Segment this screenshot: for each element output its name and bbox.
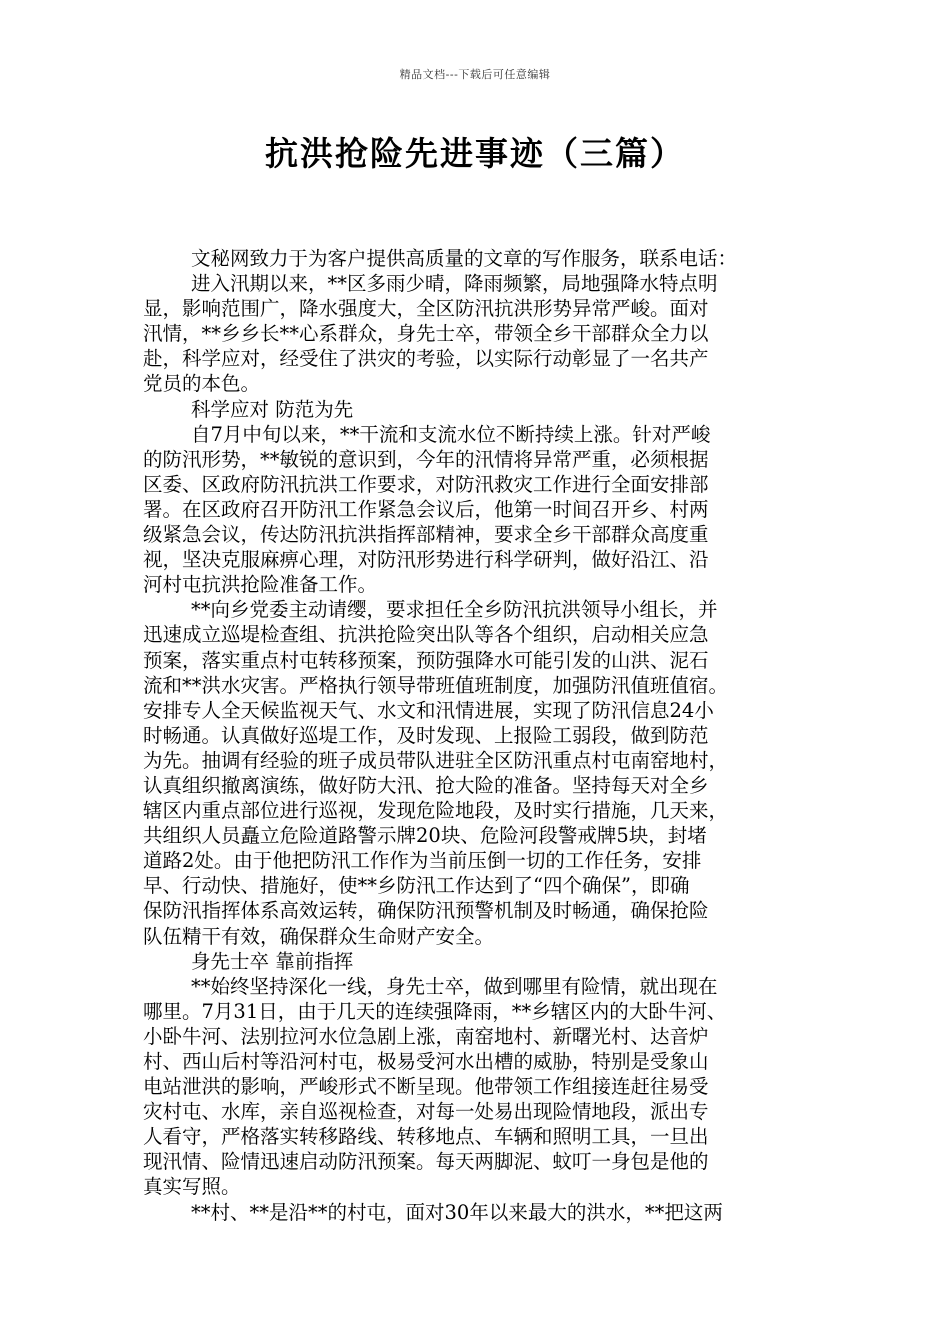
body-text-line: 队伍精干有效，确保群众生命财产安全。 [143, 924, 495, 948]
body-text-line: 河村屯抗洪抢险准备工作。 [143, 573, 378, 597]
body-text-line: 道路2处。由于他把防汛工作作为当前压倒一切的工作任务，安排 [143, 849, 702, 873]
body-text-line: 共组织人员矗立危险道路警示牌20块、危险河段警戒牌5块，封堵 [143, 824, 707, 848]
body-text-line: 流和**洪水灾害。严格执行领导带班值班制度，加强防汛值班值宿。 [143, 673, 729, 697]
body-text-line: **向乡党委主动请缨，要求担任全乡防汛抗洪领导小组长，并 [191, 598, 718, 622]
body-text-line: 人看守，严格落实转移路线、转移地点、车辆和照明工具，一旦出 [143, 1125, 709, 1149]
body-text-line: 安排专人全天候监视天气、水文和汛情进展，实现了防汛信息24小 [143, 698, 714, 722]
body-text-line: 科学应对 防范为先 [191, 397, 354, 421]
body-text-line: **始终坚持深化一线，身先士卒，做到哪里有险情，就出现在 [191, 974, 718, 998]
body-text-line: 级紧急会议，传达防汛抗洪指挥部精神，要求全乡干部群众高度重 [143, 523, 709, 547]
body-text-line: 村、西山后村等沿河村屯，极易受河水出槽的威胁，特别是受象山 [143, 1050, 709, 1073]
body-text-line: 为先。抽调有经验的班子成员带队进驻全区防汛重点村屯南窑地村， [143, 748, 729, 772]
body-text-line: 文秘网致力于为客户提供高质量的文章的写作服务，联系电话： [191, 247, 738, 270]
body-text-line: 汛情，**乡乡长**心系群众，身先士卒，带领全乡干部群众全力以 [143, 322, 709, 346]
body-text-line: 显，影响范围广，降水强度大，全区防汛抗洪形势异常严峻。面对 [143, 297, 709, 321]
body-text-line: 视，坚决克服麻痹心理，对防汛形势进行科学研判，做好沿江、沿 [143, 548, 709, 572]
body-text-line: 署。在区政府召开防汛工作紧急会议后，他第一时间召开乡、村两 [143, 497, 709, 521]
body-text-line: 哪里。7月31日，由于几天的连续强降雨，**乡辖区内的大卧牛河、 [143, 999, 727, 1023]
body-text-line: 预案，落实重点村屯转移预案，预防强降水可能引发的山洪、泥石 [143, 648, 709, 672]
body-text-line: 早、行动快、措施好，使**乡防汛工作达到了“四个确保”，即确 [143, 874, 690, 898]
body-text-line: 小卧牛河、法别拉河水位急剧上涨，南窑地村、新曙光村、达音炉 [143, 1024, 709, 1048]
body-text-line: **村、**是沿**的村屯，面对30年以来最大的洪水，**把这两 [191, 1200, 723, 1224]
page-header-note: 精品文档---下载后可任意编辑 [399, 68, 551, 81]
document-body [143, 246, 809, 1225]
body-text-line: 赴，科学应对，经受住了洪灾的考验，以实际行动彰显了一名共产 [143, 347, 709, 371]
body-text-line: 保防汛指挥体系高效运转，确保防汛预警机制及时畅通，确保抢险 [143, 899, 709, 923]
body-text-line: 时畅通。认真做好巡堤工作，及时发现、上报险工弱段，做到防范 [143, 723, 709, 747]
body-text-line: 迅速成立巡堤检查组、抗洪抢险突出队等各个组织，启动相关应急 [143, 623, 709, 647]
body-text-line: 进入汛期以来，**区多雨少晴，降雨频繁，局地强降水特点明 [191, 272, 718, 296]
body-text-line: 电站泄洪的影响，严峻形式不断呈现。他带领工作组接连赶往易受 [143, 1075, 709, 1099]
document-title: 抗洪抢险先进事迹（三篇） [265, 134, 685, 173]
body-text-line: 真实写照。 [143, 1175, 241, 1199]
body-text-line: 的防汛形势，**敏锐的意识到，今年的汛情将异常严重，必须根据 [143, 447, 709, 471]
body-text-line: 区委、区政府防汛抗洪工作要求，对防汛救灾工作进行全面安排部 [143, 472, 709, 496]
body-text-line: 现汛情、险情迅速启动防汛预案。每天两脚泥、蚊叮一身包是他的 [143, 1150, 709, 1174]
body-text-line: 党员的本色。 [143, 372, 261, 396]
body-text-line: 辖区内重点部位进行巡视，发现危险地段，及时实行措施，几天来， [143, 799, 729, 823]
body-text-line: 认真组织撤离演练，做好防大汛、抢大险的准备。坚持每天对全乡 [143, 773, 709, 797]
body-text-line: 自7月中旬以来，**干流和支流水位不断持续上涨。针对严峻 [191, 422, 711, 446]
body-text-line: 身先士卒 靠前指挥 [191, 949, 354, 973]
body-text-line: 灾村屯、水库，亲自巡视检查，对每一处易出现险情地段，派出专 [143, 1100, 709, 1124]
